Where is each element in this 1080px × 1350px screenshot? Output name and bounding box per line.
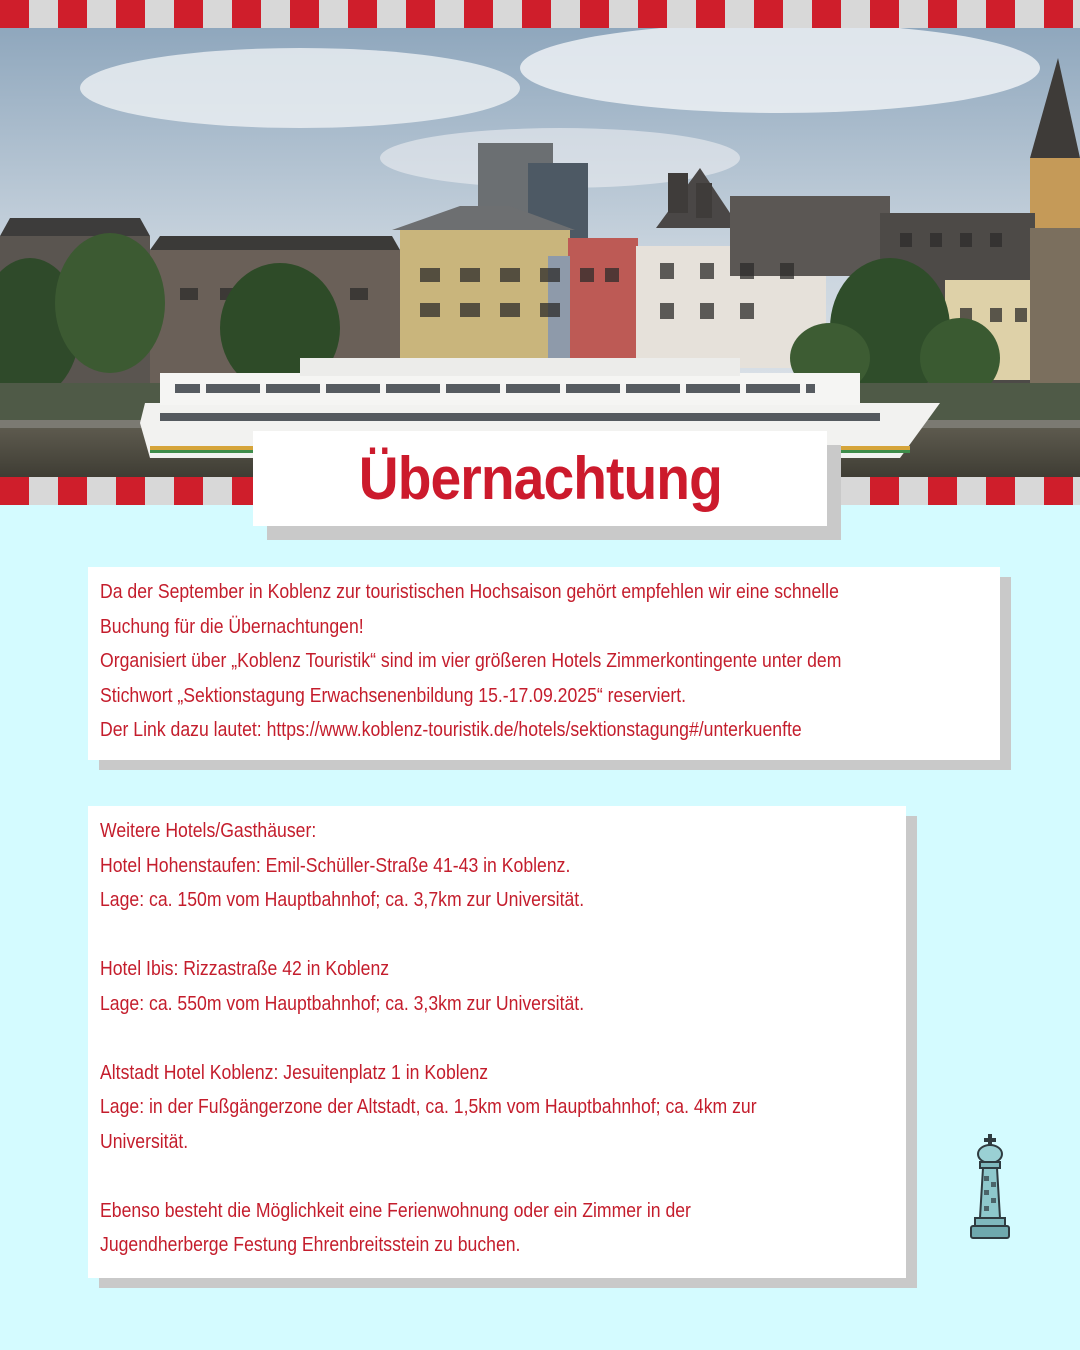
koblenz-riverfront-photo	[0, 28, 1080, 477]
hotel-altstadt-location: Lage: in der Fußgängerzone der Altstadt, ca. 1,5km vom Hauptbahnhof; ca. 4km zur	[100, 1095, 757, 1118]
hotel-hohenstaufen-name: Hotel Hohenstaufen: Emil-Schüller-Straße 41-43 in Koblenz.	[100, 853, 571, 877]
other-options-line: Jugendherberge Festung Ehrenbreitsstein zu buchen.	[100, 1233, 521, 1256]
hotels-heading: Weitere Hotels/Gasthäuser:	[100, 819, 317, 842]
hotel-altstadt-location-cont: Universität.	[100, 1129, 189, 1153]
hotel-hohenstaufen-location: Lage: ca. 150m vom Hauptbahnhof; ca. 3,7km zur Universität.	[100, 888, 585, 911]
page-title: Übernachtung	[358, 445, 722, 512]
intro-line: Organisiert über „Koblenz Touristik“ sind im vier größeren Hotels Zimmerkontingente unter dem	[100, 649, 842, 672]
intro-card	[88, 567, 1000, 760]
top-stripe-border	[0, 0, 1080, 28]
intro-line: Stichwort „Sektionstagung Erwachsenenbildung 15.-17.09.2025“ reserviert.	[100, 683, 687, 707]
other-options-line: Ebenso besteht die Möglichkeit eine Ferienwohnung oder ein Zimmer in der	[100, 1198, 691, 1222]
intro-line: Da der September in Koblenz zur touristischen Hochsaison gehört empfehlen wir eine schnelle	[100, 580, 839, 603]
hotel-altstadt-name: Altstadt Hotel Koblenz: Jesuitenplatz 1 in Koblenz	[100, 1060, 489, 1084]
intro-line: Buchung für die Übernachtungen!	[100, 614, 364, 638]
intro-link-line[interactable]: Der Link dazu lautet: https://www.koblenz-touristik.de/hotels/sektionstagung#/unterkuenfte	[100, 718, 802, 741]
chess-king-icon	[968, 1132, 1012, 1244]
hotel-ibis-location: Lage: ca. 550m vom Hauptbahnhof; ca. 3,3km zur Universität.	[100, 991, 585, 1015]
hotels-card	[88, 806, 906, 1278]
title-card	[253, 431, 827, 526]
hotel-ibis-name: Hotel Ibis: Rizzastraße 42 in Koblenz	[100, 957, 390, 980]
